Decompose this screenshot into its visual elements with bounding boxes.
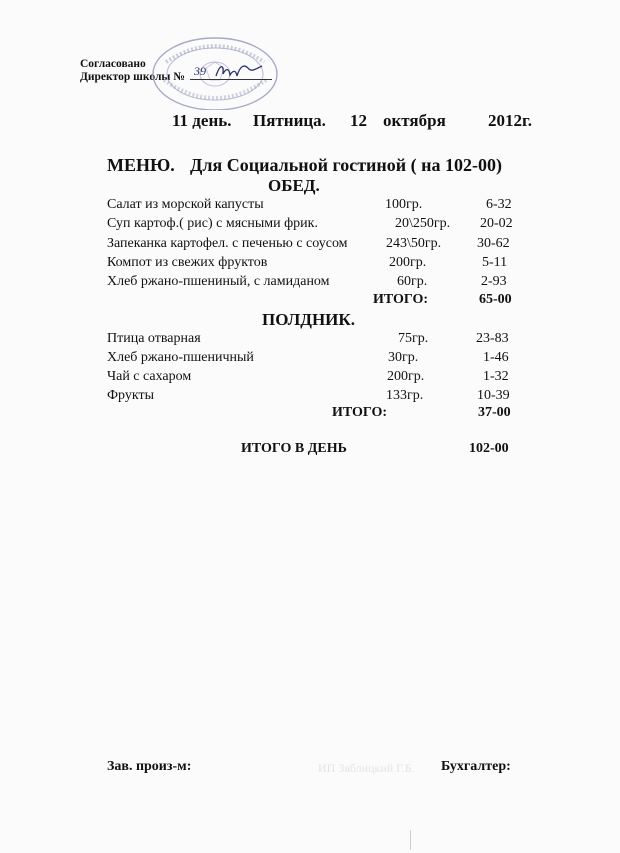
faint-stamp-text: ИП Зяблицкий Г.Б. [318,761,415,775]
director-label: Директор школы № [80,71,185,83]
snack-item-price: 10-39 [477,388,510,403]
lunch-item-weight: 243\50гр. [386,236,442,251]
snack-item-name: Птица отварная [107,331,201,346]
menu-heading: МЕНЮ. [107,155,175,175]
accountant-label: Бухгалтер: [441,759,511,774]
day-total-label: ИТОГО В ДЕНЬ [241,441,347,456]
approval-label: Согласовано [80,58,146,70]
production-manager-label: Зав. произ-м: [107,759,192,774]
weekday: Пятница. [253,111,326,130]
snack-item-weight: 30гр. [388,350,419,365]
lunch-item-price: 5-11 [482,255,508,270]
lunch-total-label: ИТОГО: [373,292,429,307]
date-year: 2012г. [488,111,533,130]
snack-item-price: 23-83 [476,331,509,346]
lunch-item-price: 20-02 [480,216,513,231]
scan-artifact [410,830,411,850]
snack-item-price: 1-32 [483,369,509,384]
snack-item-weight: 75гр. [398,331,429,346]
snack-item-name: Фрукты [107,388,155,403]
menu-subtitle: Для Социальной гостиной ( на 102-00) [190,155,503,175]
lunch-item-weight: 60гр. [397,274,428,289]
lunch-item-price: 6-32 [486,197,512,212]
lunch-item-price: 2-93 [481,274,507,289]
snack-item-name: Хлеб ржано-пшеничный [107,350,254,365]
lunch-item-weight: 20\250гр. [395,216,451,231]
lunch-heading: ОБЕД. [268,176,320,195]
school-number: 39 [194,64,206,78]
date-day: 12 [350,111,367,130]
snack-item-price: 1-46 [483,350,509,365]
snack-heading: ПОЛДНИК. [262,310,355,329]
lunch-item-weight: 100гр. [385,197,423,212]
snack-item-weight: 133гр. [386,388,424,403]
lunch-item-name: Запеканка картофел. с печенью с соусом [107,236,348,251]
day-number: 11 день. [172,111,232,130]
lunch-item-name: Хлеб ржано-пшениный, с ламиданом [107,274,330,289]
lunch-item-name: Салат из морской капусты [107,197,264,212]
snack-item-name: Чай с сахаром [107,369,192,384]
lunch-item-name: Суп картоф.( рис) с мясными фрик. [107,216,318,231]
lunch-item-name: Компот из свежих фруктов [107,255,268,270]
lunch-item-weight: 200гр. [389,255,427,270]
director-signature [196,60,268,82]
snack-total-value: 37-00 [478,405,511,420]
snack-total-label: ИТОГО: [332,405,388,420]
day-total-value: 102-00 [469,441,509,456]
snack-item-weight: 200гр. [387,369,425,384]
date-month: октября [383,111,446,130]
lunch-item-price: 30-62 [477,236,510,251]
lunch-total-value: 65-00 [479,292,512,307]
